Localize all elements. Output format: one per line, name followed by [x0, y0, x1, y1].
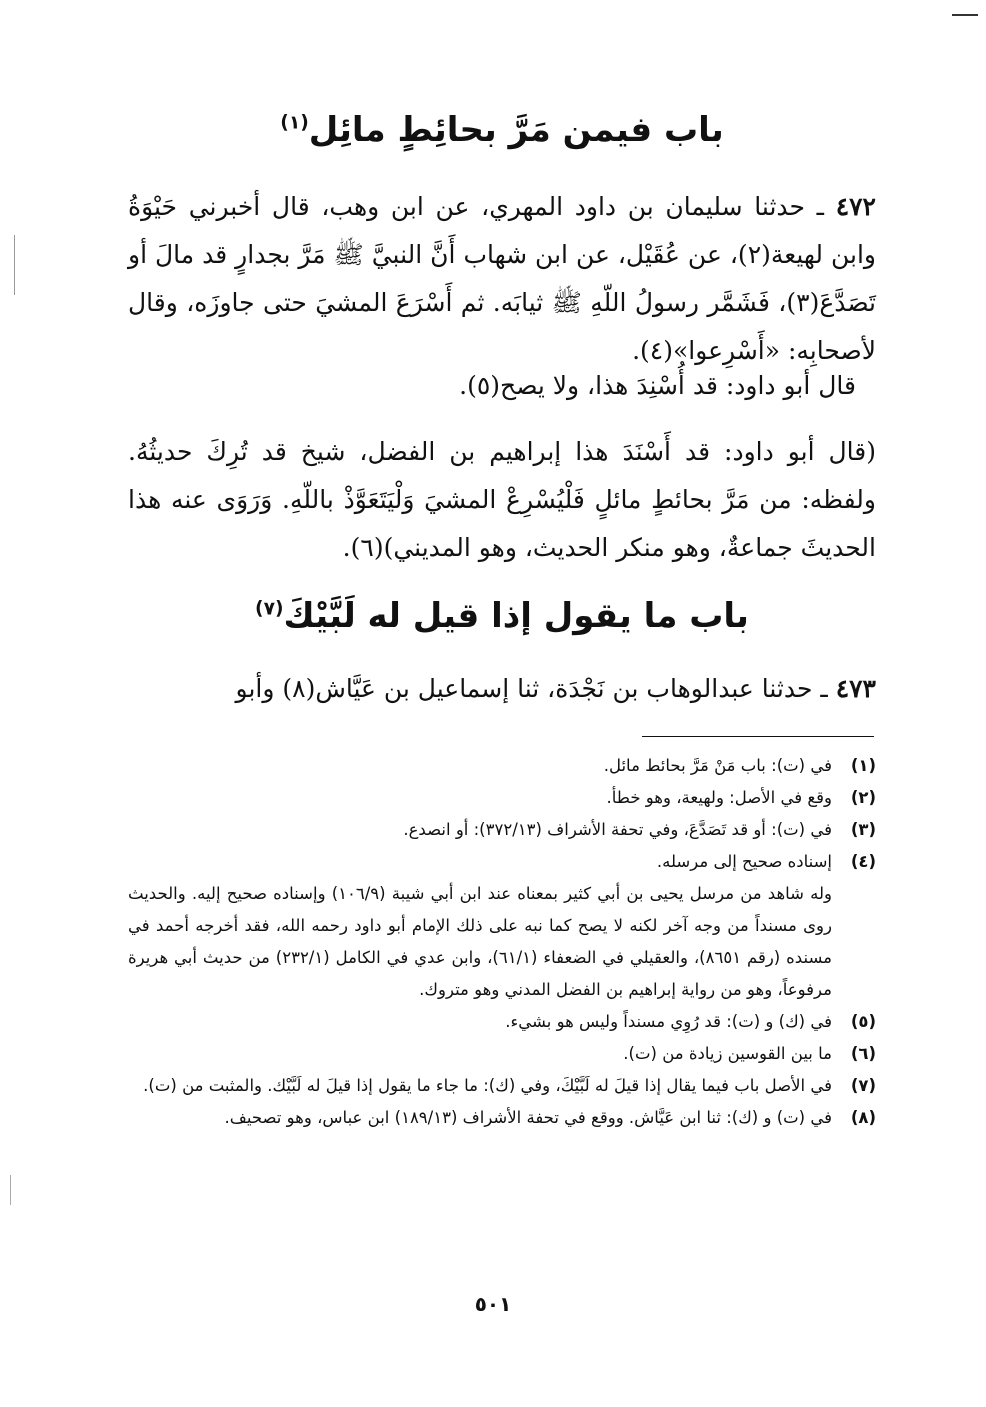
hadith-paragraph: [128, 665, 876, 713]
footnote-number: (٨): [850, 1108, 876, 1127]
hadith-paragraph: [128, 183, 876, 375]
footnote-number: (٧): [850, 1076, 876, 1095]
heading-text: باب ما يقول إذا قيل له لَبَّيْكَ: [283, 596, 749, 636]
footnote-item: [128, 814, 876, 846]
footnote-text: في (ت): أو قد تَصَدَّعَ، وفي تحفة الأشراف (٣٧٢/١٣): أو انصدع.: [403, 820, 832, 839]
footnotes: [128, 750, 876, 1134]
commentary-text: (قال أبو داود: قد أَسْنَدَ هذا إبراهيم بن الفضل، شيخ قد تُرِكَ حديثُهُ. ولفظه: من مَرَّ بحائطٍ مائلٍ فَلْيُسْرِعْ المشيَ وَلْيَتَعَوَّذْ باللّهِ. وَرَوَى عنه هذا الحديثَ جماعةٌ، وهو منكر الحديث، وهو المديني)(٦).: [128, 437, 876, 562]
hadith-text: ـ حدثنا سليمان بن داود المهري، عن ابن وهب، قال أخبرني حَيْوَةُ وابن لهيعة(٢)، عن عُقَيْل، عن ابن شهاب أَنَّ النبيَّ ﷺ مَرَّ بجدارٍ قد مالَ أو تَصَدَّعَ(٣)، فَشَمَّر رسولُ اللّهِ ﷺ ثيابَه. ثم أَسْرَعَ المشيَ حتى جاوزَه، وقال لأصحابِه: «أَسْرِعوا»(٤).: [128, 192, 877, 365]
hadith-number: ٤٧٣: [835, 674, 876, 703]
footnote-text: وقع في الأصل: ولهيعة، وهو خطأ.: [606, 788, 832, 807]
footnote-number: (١): [850, 756, 876, 775]
scan-margin-mark: [14, 235, 15, 295]
footnote-item: [128, 750, 876, 782]
heading-text: باب فيمن مَرَّ بحائِطٍ مائِل: [308, 110, 724, 150]
commentary-paragraph: [128, 362, 876, 410]
page-number: ٥٠١: [474, 1292, 512, 1316]
footnote-number: (٤): [850, 852, 876, 871]
footnote-item: [128, 1038, 876, 1070]
footnote-text: إسناده صحيح إلى مرسله.: [656, 852, 832, 871]
footnote-item: [128, 1070, 876, 1102]
footnote-text: في (ت): باب مَنْ مَرَّ بحائط مائل.: [603, 756, 832, 775]
footnote-text: في (ك) و (ت): قد رُوِي مسنداً وليس هو بشيء.: [505, 1012, 832, 1031]
hadith-number: ٤٧٢: [835, 192, 876, 221]
heading-footnote-ref: (٧): [255, 598, 284, 620]
commentary-paragraph: [128, 428, 876, 572]
scan-margin-mark: [10, 1175, 11, 1205]
footnote-item: [128, 1102, 876, 1134]
footnote-item: [128, 1006, 876, 1038]
chapter-heading: [128, 596, 876, 637]
footnote-number: (٥): [850, 1012, 876, 1031]
footnote-separator: [642, 736, 874, 737]
footnote-item: [128, 846, 876, 878]
footnote-text: في (ت) و (ك): ثنا ابن عَيَّاش. ووقع في تحفة الأشراف (١٨٩/١٣) ابن عباس، وهو تصحيف.: [224, 1108, 832, 1127]
heading-footnote-ref: (١): [280, 112, 309, 134]
commentary-text: قال أبو داود: قد أُسْنِدَ هذا، ولا يصح(٥).: [459, 371, 856, 400]
hadith-text: ـ حدثنا عبدالوهاب بن نَجْدَة، ثنا إسماعيل بن عَيَّاش(٨) وأبو: [235, 674, 828, 703]
footnote-continuation: وله شاهد من مرسل يحيى بن أبي كثير بمعناه عند ابن أبي شيبة (١٠٦/٩) وإسناده صحيح إليه. والحديث روى مسنداً من وجه آخر لكنه لا يصح كما نبه على ذلك الإمام أبو داود رحمه الله، فقد أخرجه أحمد في مسنده (رقم ٨٦٥١)، والعقيلي في الضعفاء (٦١/١)، وابن عدي في الكامل (٢٣٢/١) من حديث أبي هريرة مرفوعاً، وهو من رواية إبراهيم بن الفضل المدني وهو متروك.: [128, 884, 833, 999]
footnote-number: (٢): [850, 788, 876, 807]
footnote-text: ما بين القوسين زيادة من (ت).: [623, 1044, 832, 1063]
footnote-text: في الأصل باب فيما يقال إذا قيلَ له لَبَّيْكَ، وفي (ك): ما جاء ما يقول إذا قيلَ له لَبَّيْك. والمثبت من (ت).: [143, 1076, 832, 1095]
footnote-number: (٣): [850, 820, 876, 839]
footnote-item: [128, 782, 876, 814]
chapter-heading: [128, 110, 876, 151]
footnote-number: (٦): [850, 1044, 876, 1063]
scan-corner-mark: [952, 14, 978, 16]
